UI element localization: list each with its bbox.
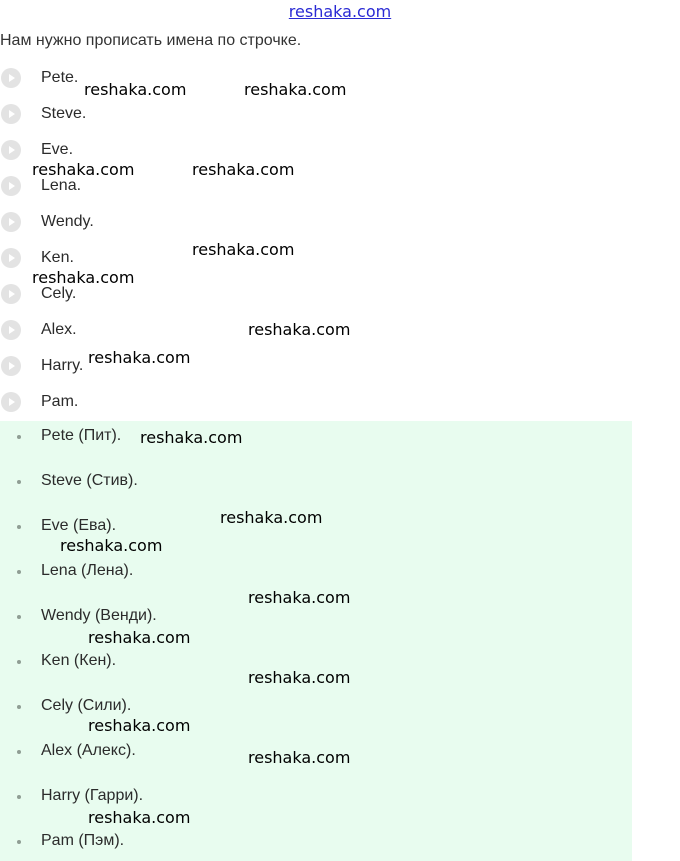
- watermark: reshaka.com: [88, 628, 191, 647]
- name-text: Pete.: [41, 69, 79, 86]
- answer-item: [0, 558, 632, 588]
- watermark: reshaka.com: [84, 80, 187, 99]
- watermark: reshaka.com: [60, 536, 163, 555]
- answer-text: Lena (Лена).: [41, 562, 134, 579]
- watermark: reshaka.com: [32, 160, 135, 179]
- watermark: reshaka.com: [140, 428, 243, 447]
- name-text: Pam.: [41, 393, 79, 410]
- bullet-icon: [17, 570, 21, 574]
- answer-text: Alex (Алекс).: [41, 742, 136, 759]
- bullet-icon: [17, 705, 21, 709]
- watermark: reshaka.com: [88, 808, 191, 827]
- bullet-icon: [17, 750, 21, 754]
- watermark: reshaka.com: [244, 80, 347, 99]
- play-icon[interactable]: [1, 356, 21, 376]
- watermark: reshaka.com: [192, 160, 295, 179]
- name-text: Wendy.: [41, 213, 94, 230]
- watermark: reshaka.com: [248, 320, 351, 339]
- answer-text: Eve (Ева).: [41, 517, 117, 534]
- answer-item: [0, 423, 632, 453]
- name-text: Cely.: [41, 285, 77, 302]
- answer-text: Wendy (Венди).: [41, 607, 157, 624]
- watermark: reshaka.com: [88, 716, 191, 735]
- bullet-icon: [17, 480, 21, 484]
- name-row: [0, 206, 680, 242]
- answer-item: [0, 468, 632, 498]
- answer-text: Pete (Пит).: [41, 427, 122, 444]
- play-icon[interactable]: [1, 320, 21, 340]
- name-text: Alex.: [41, 321, 77, 338]
- name-text: Steve.: [41, 105, 87, 122]
- name-text: Ken.: [41, 249, 74, 266]
- bullet-icon: [17, 840, 21, 844]
- answer-text: Ken (Кен).: [41, 652, 117, 669]
- answer-text: Cely (Сили).: [41, 697, 132, 714]
- bullet-icon: [17, 525, 21, 529]
- bullet-icon: [17, 795, 21, 799]
- name-row: [0, 386, 680, 422]
- names-list: [0, 62, 680, 422]
- play-icon[interactable]: [1, 104, 21, 124]
- bullet-icon: [17, 615, 21, 619]
- answer-item: [0, 828, 632, 858]
- answer-text: Pam (Пэм).: [41, 832, 125, 849]
- watermark: reshaka.com: [32, 268, 135, 287]
- bullet-icon: [17, 435, 21, 439]
- intro-text: Нам нужно прописать имена по строчке.: [0, 32, 302, 49]
- answer-text: Steve (Стив).: [41, 472, 138, 489]
- bullet-icon: [17, 660, 21, 664]
- header-link[interactable]: reshaka.com: [288, 2, 392, 21]
- answer-text: Harry (Гарри).: [41, 787, 144, 804]
- watermark: reshaka.com: [192, 240, 295, 259]
- play-icon[interactable]: [1, 248, 21, 268]
- watermark: reshaka.com: [248, 668, 351, 687]
- play-icon[interactable]: [1, 140, 21, 160]
- play-icon[interactable]: [1, 392, 21, 412]
- watermark: reshaka.com: [248, 588, 351, 607]
- name-text: Lena.: [41, 177, 82, 194]
- watermark: reshaka.com: [248, 748, 351, 767]
- name-text: Eve.: [41, 141, 74, 158]
- play-icon[interactable]: [1, 284, 21, 304]
- play-icon[interactable]: [1, 212, 21, 232]
- name-text: Harry.: [41, 357, 84, 374]
- watermark: reshaka.com: [220, 508, 323, 527]
- watermark: reshaka.com: [88, 348, 191, 367]
- play-icon[interactable]: [1, 68, 21, 88]
- name-row: [0, 98, 680, 134]
- play-icon[interactable]: [1, 176, 21, 196]
